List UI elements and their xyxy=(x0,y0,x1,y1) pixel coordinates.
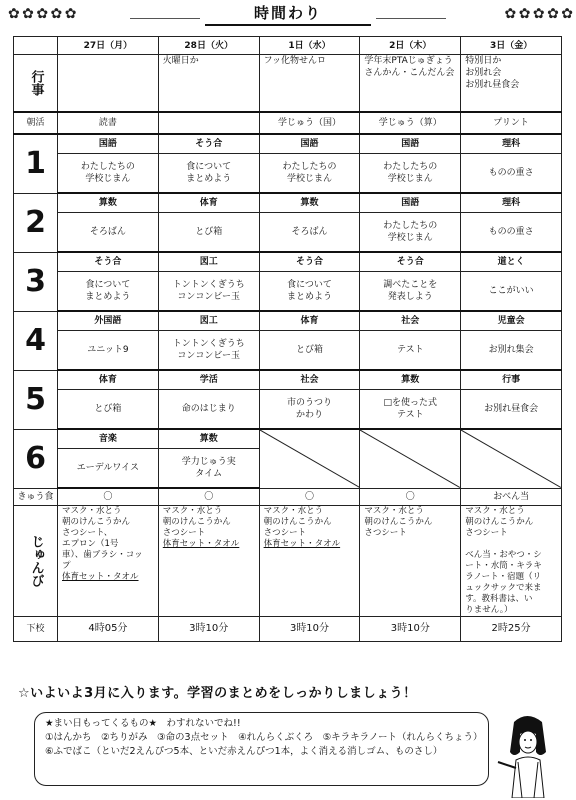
lunch-cell: 〇 xyxy=(58,488,159,505)
content-cell: お別れ昼食会 xyxy=(461,390,562,430)
subject-cell: 行事 xyxy=(461,370,562,390)
subject-cell: そう合 xyxy=(259,252,360,272)
period-number: 2 xyxy=(25,204,46,240)
morning-label: 朝活 xyxy=(14,112,58,134)
period-number-cell xyxy=(14,429,58,488)
lunch-cell: 〇 xyxy=(259,488,360,505)
preparation-cell xyxy=(360,505,461,616)
content-cell: ユニット9 xyxy=(58,331,159,371)
subject-cell: 児童会 xyxy=(461,311,562,331)
period-subject-row xyxy=(14,429,562,449)
date-header: 28日（火） xyxy=(158,37,259,55)
lunch-cell: おべん当 xyxy=(461,488,562,505)
content-cell: そろばん xyxy=(58,213,159,253)
morning-cell xyxy=(158,112,259,134)
preparation-underlined: 体育セット・タオル xyxy=(162,538,240,549)
content-cell: わたしたちの 学校じまん xyxy=(360,213,461,253)
subject-cell: 国語 xyxy=(259,134,360,154)
dismissal-time: 3時10分 xyxy=(259,616,360,641)
subject-cell: 社会 xyxy=(259,370,360,390)
subject-cell: 理科 xyxy=(461,134,562,154)
flower-decoration-left: ✿ ✿ ✿ ✿ ✿ xyxy=(8,6,76,22)
period-subject-row xyxy=(14,311,562,331)
lunch-row xyxy=(14,488,562,505)
period-number-cell xyxy=(14,370,58,429)
subject-cell: 社会 xyxy=(360,311,461,331)
title-underline xyxy=(205,24,371,26)
preparation-text: マスク・水とう 朝のけんこうかん さつシート xyxy=(364,505,433,538)
flower-decoration-right: ✿ ✿ ✿ ✿ ✿ xyxy=(504,6,572,22)
subject-cell: そう合 xyxy=(360,252,461,272)
timetable xyxy=(13,36,562,642)
event-cell: フッ化物せんロ xyxy=(259,55,360,113)
period-subject-row xyxy=(14,193,562,213)
subject-cell: 体育 xyxy=(158,193,259,213)
morning-cell: プリント xyxy=(461,112,562,134)
dismissal-label: 下校 xyxy=(14,616,58,641)
empty-slot xyxy=(259,429,360,488)
lunch-cell: 〇 xyxy=(360,488,461,505)
subject-cell: 体育 xyxy=(58,370,159,390)
dismissal-time: 4時05分 xyxy=(58,616,159,641)
date-header: 1日（水） xyxy=(259,37,360,55)
content-cell: 調べたことを 発表しよう xyxy=(360,272,461,312)
empty-slot xyxy=(461,429,562,488)
page-title: 時間わり xyxy=(253,4,322,22)
subject-cell: 算数 xyxy=(259,193,360,213)
diagonal-slash xyxy=(260,430,360,488)
period-content-row xyxy=(14,331,562,371)
period-number-cell xyxy=(14,252,58,311)
content-cell: ものの重さ xyxy=(461,154,562,194)
subject-cell: 学活 xyxy=(158,370,259,390)
lunch-cell: 〇 xyxy=(158,488,259,505)
date-header: 27日（月） xyxy=(58,37,159,55)
event-cell: 学年末PTAじゅぎょうさんかん・こんだん会 xyxy=(360,55,461,113)
preparation-text: マスク・水とう 朝のけんこうかん さつシート べん当・おやつ・シ ート・水筒・キラキ ラノート・宿題（リ ュックサックで来ま す。教科書は、い りません。） xyxy=(465,505,542,615)
period-number: 1 xyxy=(25,145,46,181)
lunch-label: きゅう食 xyxy=(14,488,58,505)
teacher-illustration xyxy=(496,712,558,798)
subject-cell: 算数 xyxy=(158,429,259,449)
content-cell: 食について まとめよう xyxy=(158,154,259,194)
title-wrap xyxy=(205,2,371,26)
period-number: 5 xyxy=(25,381,46,417)
dismissal-time: 2時25分 xyxy=(461,616,562,641)
period-content-row xyxy=(14,213,562,253)
period-subject-row xyxy=(14,252,562,272)
period-subject-row xyxy=(14,370,562,390)
date-header-row xyxy=(14,37,562,55)
subject-cell: 音楽 xyxy=(58,429,159,449)
event-label: 行事 xyxy=(28,70,44,96)
content-cell: □を使った式 テスト xyxy=(360,390,461,430)
content-cell: トントンくぎうち コンコンビー玉 xyxy=(158,272,259,312)
subject-cell: 算数 xyxy=(58,193,159,213)
content-cell: 市のうつり かわり xyxy=(259,390,360,430)
preparation-underlined: 体育セット・タオル xyxy=(263,538,341,549)
note-title: ★まい日もってくるもの★ わすれないでね!! xyxy=(45,718,241,729)
preparation-text: マスク・水とう 朝のけんこうかん さつシート、 エプロン（1号 車）、歯ブラシ・コッ プ xyxy=(62,505,143,571)
content-cell: そろばん xyxy=(259,213,360,253)
preparation-underlined: 体育セット・タオル xyxy=(62,571,139,582)
preparation-text: マスク・水とう 朝のけんこうかん さつシート xyxy=(263,505,332,538)
content-cell: 学力じゅう実 タイム xyxy=(158,449,259,489)
period-number-cell xyxy=(14,193,58,252)
period-number: 6 xyxy=(25,440,46,476)
morning-row xyxy=(14,112,562,134)
dismissal-time: 3時10分 xyxy=(360,616,461,641)
content-cell: テスト xyxy=(360,331,461,371)
dismissal-time: 3時10分 xyxy=(158,616,259,641)
preparation-cell xyxy=(58,505,159,616)
content-cell: エーデルワイス xyxy=(58,449,159,489)
content-cell: とび箱 xyxy=(158,213,259,253)
period-number: 4 xyxy=(25,322,46,358)
content-cell: トントンくぎうち コンコンビー玉 xyxy=(158,331,259,371)
content-cell: とび箱 xyxy=(58,390,159,430)
content-cell: お別れ集会 xyxy=(461,331,562,371)
period-number-cell xyxy=(14,134,58,193)
morning-cell: 読書 xyxy=(58,112,159,134)
event-cell: 特別日か お別れ会 お別れ昼食会 xyxy=(461,55,562,113)
content-cell: わたしたちの 学校じまん xyxy=(360,154,461,194)
note-body: ①はんかち ②ちりがみ ③命の3点セット ④れんらくぶくろ ⑤キラキラノート（れんらくちょう） ⑥ふでばこ（といだ2えんぴつ5本、といだ赤えんぴつ1本，よく消える消しゴム、ものさし） xyxy=(45,732,488,757)
content-cell: わたしたちの 学校じまん xyxy=(259,154,360,194)
content-cell: 食について まとめよう xyxy=(58,272,159,312)
diagonal-slash xyxy=(360,430,460,488)
dismissal-row xyxy=(14,616,562,641)
subject-cell: 算数 xyxy=(360,370,461,390)
content-cell: ここがいい xyxy=(461,272,562,312)
march-banner: ☆いよいよ3月に入ります。学習のまとめをしっかりしましょう！ xyxy=(18,686,417,701)
subject-cell: 図工 xyxy=(158,252,259,272)
subject-cell: 道とく xyxy=(461,252,562,272)
preparation-row xyxy=(14,505,562,616)
preparation-text: マスク・水とう 朝のけんこうかん さつシート xyxy=(162,505,231,538)
subject-cell: 国語 xyxy=(360,134,461,154)
subject-cell: 国語 xyxy=(58,134,159,154)
diagonal-slash xyxy=(461,430,561,488)
event-cell xyxy=(58,55,159,113)
empty-slot xyxy=(360,429,461,488)
period-number-cell xyxy=(14,311,58,370)
content-cell: 命のはじまり xyxy=(158,390,259,430)
subject-cell: 体育 xyxy=(259,311,360,331)
content-cell: ものの重さ xyxy=(461,213,562,253)
event-row xyxy=(14,55,562,113)
morning-cell: 学じゅう（国） xyxy=(259,112,360,134)
morning-cell: 学じゅう（算） xyxy=(360,112,461,134)
preparation-label: じゅんび xyxy=(28,534,44,587)
subject-cell: そう合 xyxy=(58,252,159,272)
date-header: 3日（金） xyxy=(461,37,562,55)
preparation-cell xyxy=(158,505,259,616)
date-header: 2日（木） xyxy=(360,37,461,55)
event-label-cell xyxy=(14,55,58,113)
subject-cell: 国語 xyxy=(360,193,461,213)
daily-items-note xyxy=(34,712,489,786)
preparation-cell xyxy=(259,505,360,616)
period-content-row xyxy=(14,272,562,312)
content-cell: わたしたちの 学校じまん xyxy=(58,154,159,194)
subject-cell: 図工 xyxy=(158,311,259,331)
content-cell: 食について まとめよう xyxy=(259,272,360,312)
period-content-row xyxy=(14,154,562,194)
period-subject-row xyxy=(14,134,562,154)
subject-cell: 理科 xyxy=(461,193,562,213)
corner-cell xyxy=(14,37,58,55)
period-number: 3 xyxy=(25,263,46,299)
preparation-cell xyxy=(461,505,562,616)
content-cell: とび箱 xyxy=(259,331,360,371)
preparation-label-cell xyxy=(14,505,58,616)
period-content-row xyxy=(14,390,562,430)
event-cell: 火曜日か xyxy=(158,55,259,113)
subject-cell: そう合 xyxy=(158,134,259,154)
page-header xyxy=(0,0,576,32)
subject-cell: 外国語 xyxy=(58,311,159,331)
